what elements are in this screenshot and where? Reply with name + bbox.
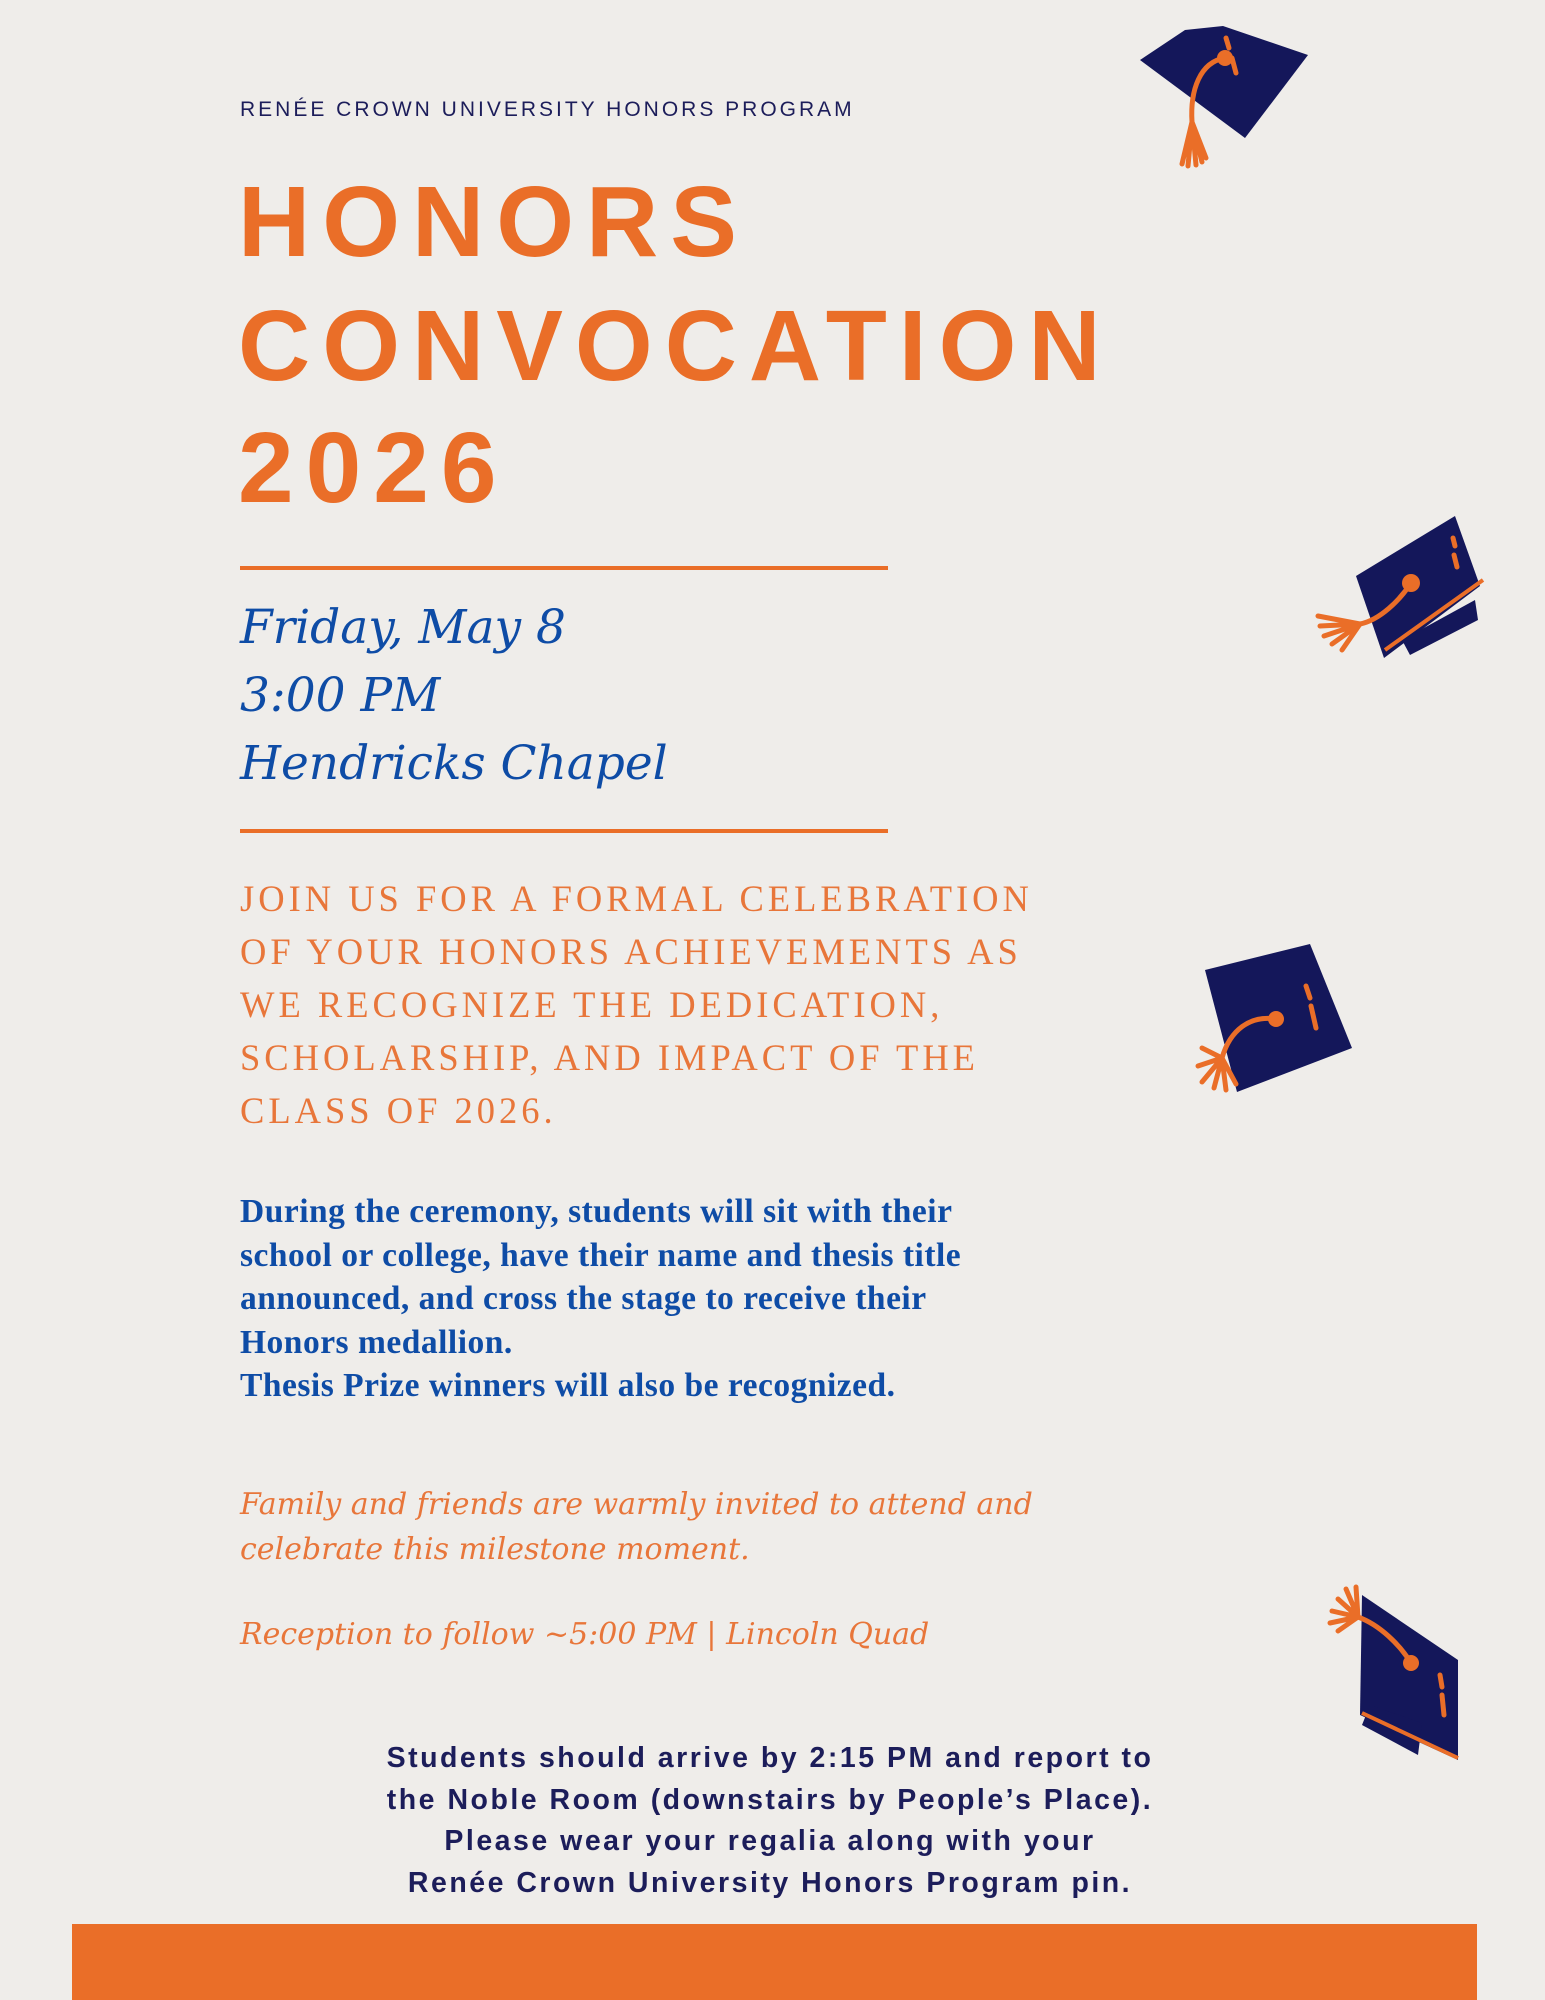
footer-bar <box>72 1924 1477 2000</box>
arrival-line: Students should arrive by 2:15 PM and report to <box>386 1742 1154 1774</box>
divider-top <box>240 566 888 570</box>
family-line: Family and friends are warmly invited to attend and <box>240 1487 1033 1522</box>
arrival-instructions <box>140 1738 1400 1904</box>
invitation-line: WE RECOGNIZE THE DEDICATION, <box>240 984 944 1025</box>
event-location: Hendricks Chapel <box>240 736 668 791</box>
ceremony-line: school or college, have their name and thesis title <box>240 1236 962 1274</box>
invitation-line: CLASS OF 2026. <box>240 1090 557 1131</box>
family-line: celebrate this milestone moment. <box>240 1532 750 1567</box>
arrival-line: the Noble Room (downstairs by People’s Place). <box>386 1783 1154 1816</box>
title-line-3: 2026 <box>238 412 509 524</box>
title-line-1: HONORS <box>238 166 749 278</box>
graduation-cap-icon <box>1290 510 1510 670</box>
family-invitation <box>240 1482 1033 1572</box>
invitation-line: OF YOUR HONORS ACHIEVEMENTS AS <box>240 931 1022 972</box>
program-name: RENÉE CROWN UNIVERSITY HONORS PROGRAM <box>240 98 855 121</box>
title-line-2: CONVOCATION <box>238 290 1113 402</box>
ceremony-line: announced, and cross the stage to receive their <box>240 1280 927 1317</box>
event-time: 3:00 PM <box>240 668 441 723</box>
event-date: Friday, May 8 <box>240 600 566 655</box>
ceremony-line: During the ceremony, students will sit with their <box>240 1193 953 1230</box>
reception-info: Reception to follow ~5:00 PM | Lincoln Quad <box>240 1617 930 1652</box>
graduation-cap-icon <box>1180 940 1360 1110</box>
ceremony-details <box>240 1190 961 1408</box>
invitation-line: JOIN US FOR A FORMAL CELEBRATION <box>240 878 1033 919</box>
divider-bottom <box>240 829 888 833</box>
ceremony-line: Thesis Prize winners will also be recognized. <box>240 1367 896 1404</box>
ceremony-line: Honors medallion. <box>240 1323 513 1361</box>
graduation-cap-icon <box>1310 1575 1480 1775</box>
arrival-line: Renée Crown University Honors Program pin. <box>407 1866 1133 1899</box>
invitation-text <box>240 872 1200 1137</box>
invitation-line: SCHOLARSHIP, AND IMPACT OF THE <box>240 1037 979 1078</box>
arrival-line: Please wear your regalia along with your <box>444 1825 1096 1857</box>
graduation-cap-icon <box>1120 10 1320 180</box>
